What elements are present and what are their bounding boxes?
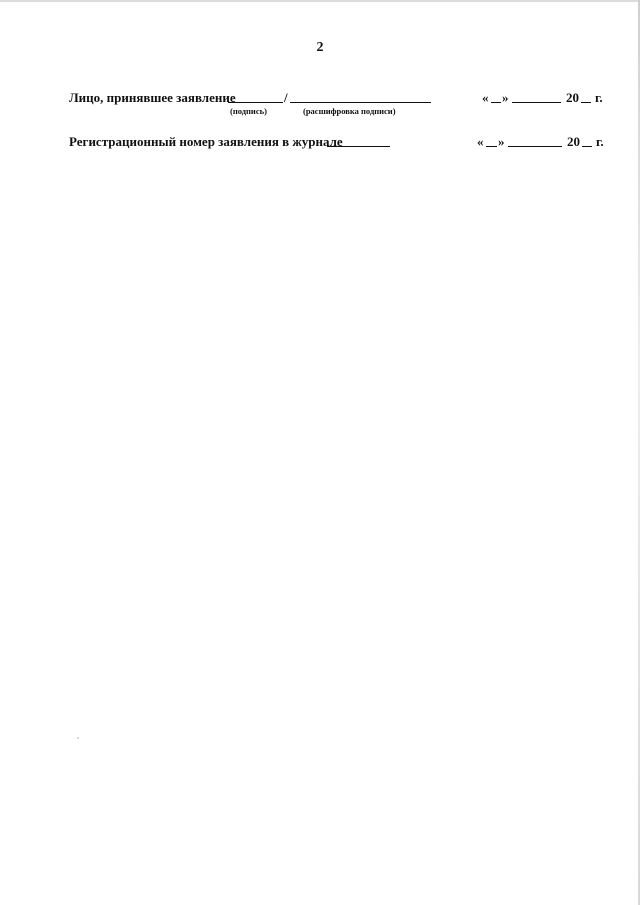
date-year-suffix: г. (595, 90, 603, 105)
date-month-blank[interactable] (512, 102, 561, 103)
date-close-quote: » (502, 90, 509, 105)
page-top-edge (0, 0, 640, 2)
registration-number-blank[interactable] (327, 146, 390, 147)
scan-speck (77, 737, 79, 739)
signature-blank[interactable] (228, 102, 283, 103)
page-number: 2 (316, 40, 324, 55)
reg-date-month-blank[interactable] (508, 146, 562, 147)
received-by-label: Лицо, принявшее заявление (69, 90, 236, 105)
reg-date-day-blank[interactable] (486, 146, 497, 147)
date-year-blank[interactable] (581, 102, 591, 103)
date-day-blank[interactable] (491, 102, 501, 103)
reg-date-year-prefix: 20 (567, 134, 580, 149)
signature-separator: / (284, 90, 288, 105)
reg-date-close-quote: » (498, 134, 505, 149)
reg-date-year-suffix: г. (596, 134, 604, 149)
signature-caption: (подпись) (230, 106, 267, 116)
signature-decode-caption: (расшифровка подписи) (303, 106, 396, 116)
signature-decode-blank[interactable] (290, 102, 431, 103)
date-open-quote: « (482, 90, 489, 105)
registration-number-label: Регистрационный номер заявления в журнале (69, 134, 343, 149)
reg-date-year-blank[interactable] (582, 146, 592, 147)
date-year-prefix: 20 (566, 90, 579, 105)
reg-date-open-quote: « (477, 134, 484, 149)
